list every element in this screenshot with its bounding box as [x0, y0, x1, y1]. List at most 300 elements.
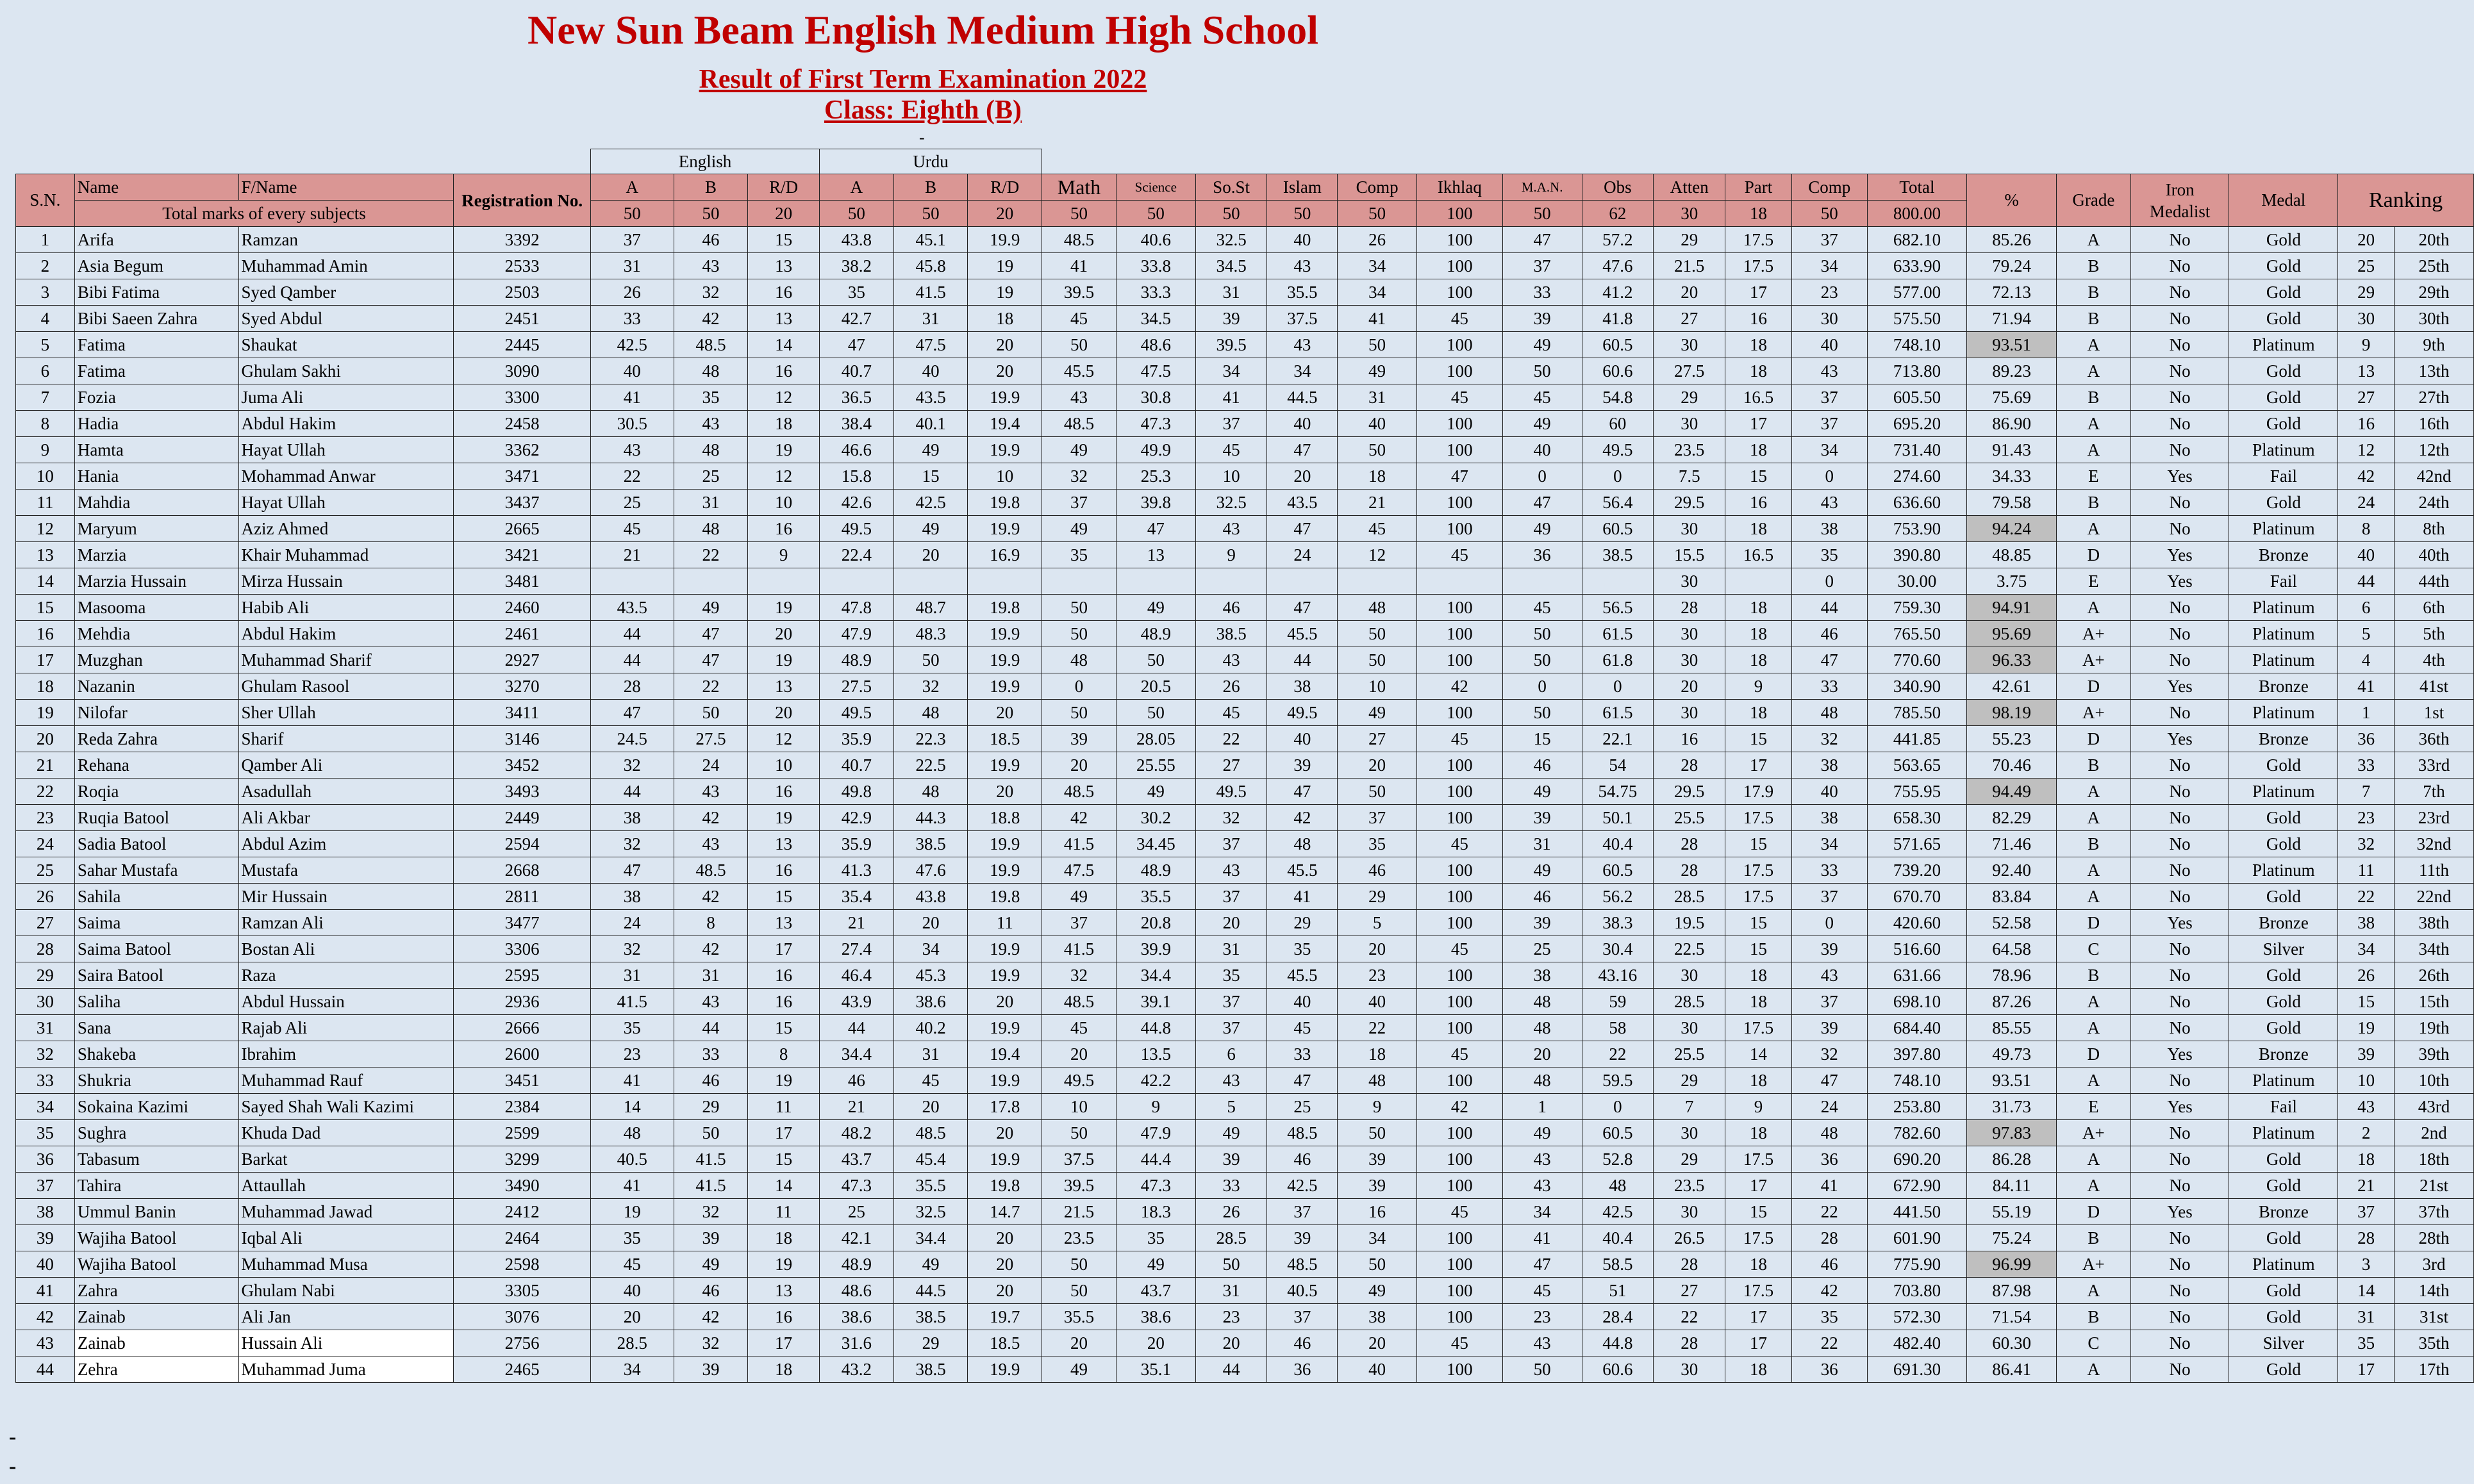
cell-grade: A — [2056, 437, 2130, 463]
cell-sn: 28 — [16, 936, 75, 962]
cell-percent: 97.83 — [1967, 1120, 2057, 1146]
cell-eng-b: 24 — [674, 752, 748, 779]
cell-rank: 39 — [2338, 1041, 2395, 1068]
cell-urdu-a: 47.8 — [820, 595, 894, 621]
cell-name: Wajiha Batool — [74, 1225, 238, 1251]
cell-sost: 31 — [1195, 936, 1267, 962]
cell-science: 25.3 — [1116, 463, 1195, 490]
cell-sn: 1 — [16, 227, 75, 253]
cell-medal: Gold — [2229, 358, 2338, 384]
cell-total: 397.80 — [1867, 1041, 1967, 1068]
cell-iron: No — [2130, 1251, 2229, 1278]
cell-grade: A — [2056, 411, 2130, 437]
cell-fname: Raza — [238, 962, 454, 989]
cell-eng-a: 19 — [590, 1199, 674, 1225]
cell-eng-rd: 16 — [748, 516, 820, 542]
cell-urdu-a: 43.9 — [820, 989, 894, 1015]
cell-urdu-rd: 11 — [968, 910, 1042, 936]
cell-eng-b: 46 — [674, 1278, 748, 1304]
cell-comp: 38 — [1338, 1304, 1417, 1330]
cell-science: 42.2 — [1116, 1068, 1195, 1094]
cell-urdu-rd: 18 — [968, 306, 1042, 332]
cell-math: 45 — [1042, 306, 1117, 332]
cell-islam: 37 — [1267, 1304, 1338, 1330]
cell-sn: 7 — [16, 384, 75, 411]
cell-percent: 85.55 — [1967, 1015, 2057, 1041]
cell-urdu-a: 43.7 — [820, 1146, 894, 1173]
cell-medal: Gold — [2229, 884, 2338, 910]
cell-rank: 42 — [2338, 463, 2395, 490]
cell-eng-a: 21 — [590, 542, 674, 568]
cell-atten: 28 — [1654, 1330, 1725, 1356]
col-total: Total — [1867, 174, 1967, 201]
cell-rank: 18 — [2338, 1146, 2395, 1173]
cell-man: 15 — [1502, 726, 1582, 752]
cell-sost: 28.5 — [1195, 1225, 1267, 1251]
cell-percent: 55.23 — [1967, 726, 2057, 752]
cell-ikhlaq: 100 — [1417, 621, 1503, 647]
col-fname: F/Name — [238, 174, 454, 201]
cell-ikhlaq: 100 — [1417, 1225, 1503, 1251]
cell-islam: 39 — [1267, 1225, 1338, 1251]
cell-eng-rd: 13 — [748, 910, 820, 936]
cell-man: 33 — [1502, 279, 1582, 306]
cell-reg: 2666 — [454, 1015, 591, 1041]
cell-math: 50 — [1042, 595, 1117, 621]
cell-comp2: 46 — [1791, 621, 1867, 647]
cell-man: 50 — [1502, 358, 1582, 384]
cell-sost: 31 — [1195, 1278, 1267, 1304]
cell-math: 41 — [1042, 253, 1117, 279]
cell-urdu-rd: 16.9 — [968, 542, 1042, 568]
cell-urdu-rd: 19.8 — [968, 490, 1042, 516]
col-sost: So.St — [1195, 174, 1267, 201]
cell-sn: 21 — [16, 752, 75, 779]
cell-urdu-rd: 19.9 — [968, 1356, 1042, 1383]
cell-math: 35 — [1042, 542, 1117, 568]
cell-fname: Abdul Hussain — [238, 989, 454, 1015]
cell-obs: 22.1 — [1582, 726, 1654, 752]
cell-iron: Yes — [2130, 673, 2229, 700]
cell-comp2: 35 — [1791, 542, 1867, 568]
cell-reg: 2465 — [454, 1356, 591, 1383]
cell-sost: 32.5 — [1195, 227, 1267, 253]
cell-reg: 2811 — [454, 884, 591, 910]
cell-eng-rd: 14 — [748, 1173, 820, 1199]
cell-comp: 26 — [1338, 227, 1417, 253]
cell-eng-rd: 13 — [748, 831, 820, 857]
cell-eng-rd: 16 — [748, 857, 820, 884]
cell-eng-a: 22 — [590, 463, 674, 490]
cell-percent: 85.26 — [1967, 227, 2057, 253]
cell-urdu-b: 48 — [893, 700, 968, 726]
cell-eng-rd: 18 — [748, 411, 820, 437]
cell-fname: Syed Abdul — [238, 306, 454, 332]
cell-ikhlaq: 100 — [1417, 989, 1503, 1015]
cell-man: 0 — [1502, 673, 1582, 700]
cell-reg: 3451 — [454, 1068, 591, 1094]
cell-science: 47 — [1116, 516, 1195, 542]
cell-urdu-rd: 19.9 — [968, 1146, 1042, 1173]
cell-eng-a: 32 — [590, 752, 674, 779]
cell-atten: 30 — [1654, 1356, 1725, 1383]
cell-iron: No — [2130, 936, 2229, 962]
cell-name: Tabasum — [74, 1146, 238, 1173]
cell-math: 49 — [1042, 1356, 1117, 1383]
cell-percent: 75.69 — [1967, 384, 2057, 411]
cell-eng-b: 42 — [674, 884, 748, 910]
cell-ikhlaq: 100 — [1417, 253, 1503, 279]
cell-total: 601.90 — [1867, 1225, 1967, 1251]
cell-fname: Muhammad Juma — [238, 1356, 454, 1383]
cell-math: 50 — [1042, 1120, 1117, 1146]
cell-man: 47 — [1502, 1251, 1582, 1278]
cell-medal: Platinum — [2229, 516, 2338, 542]
max-marks-cell: 50 — [1116, 201, 1195, 227]
cell-islam: 24 — [1267, 542, 1338, 568]
cell-eng-rd: 16 — [748, 279, 820, 306]
cell-comp: 49 — [1338, 1278, 1417, 1304]
cell-rank: 5 — [2338, 621, 2395, 647]
cell-sost: 31 — [1195, 279, 1267, 306]
cell-reg: 3299 — [454, 1146, 591, 1173]
cell-comp2: 40 — [1791, 332, 1867, 358]
cell-comp: 18 — [1338, 1041, 1417, 1068]
cell-urdu-b: 29 — [893, 1330, 968, 1356]
table-row — [16, 910, 2474, 936]
cell-comp2: 37 — [1791, 384, 1867, 411]
cell-rank: 15 — [2338, 989, 2395, 1015]
cell-rank: 27 — [2338, 384, 2395, 411]
cell-urdu-b: 44.3 — [893, 805, 968, 831]
cell-atten: 29 — [1654, 1068, 1725, 1094]
cell-rank: 16 — [2338, 411, 2395, 437]
cell-eng-b — [674, 568, 748, 595]
cell-comp2: 30 — [1791, 306, 1867, 332]
cell-fname: Ghulam Nabi — [238, 1278, 454, 1304]
cell-eng-rd: 13 — [748, 673, 820, 700]
cell-comp: 48 — [1338, 1068, 1417, 1094]
cell-math: 45 — [1042, 1015, 1117, 1041]
cell-rank: 38 — [2338, 910, 2395, 936]
cell-eng-rd: 15 — [748, 884, 820, 910]
cell-comp: 12 — [1338, 542, 1417, 568]
cell-science: 49 — [1116, 1251, 1195, 1278]
cell-man: 45 — [1502, 595, 1582, 621]
cell-urdu-rd: 19 — [968, 279, 1042, 306]
cell-comp: 27 — [1338, 726, 1417, 752]
cell-part: 18 — [1725, 595, 1792, 621]
cell-name: Zehra — [74, 1356, 238, 1383]
cell-name: Saima — [74, 910, 238, 936]
cell-eng-a: 41 — [590, 384, 674, 411]
cell-ikhlaq: 100 — [1417, 884, 1503, 910]
cell-fname: Ramzan — [238, 227, 454, 253]
cell-total: 670.70 — [1867, 884, 1967, 910]
cell-total: 684.40 — [1867, 1015, 1967, 1041]
cell-eng-b: 50 — [674, 700, 748, 726]
cell-urdu-b: 49 — [893, 437, 968, 463]
cell-urdu-b: 48 — [893, 779, 968, 805]
cell-sn: 19 — [16, 700, 75, 726]
cell-grade: A — [2056, 1173, 2130, 1199]
cell-fname: Rajab Ali — [238, 1015, 454, 1041]
cell-eng-a: 32 — [590, 831, 674, 857]
cell-math: 32 — [1042, 962, 1117, 989]
cell-grade: B — [2056, 962, 2130, 989]
col-medal: Medal — [2229, 174, 2338, 227]
cell-urdu-b: 34.4 — [893, 1225, 968, 1251]
cell-percent: 89.23 — [1967, 358, 2057, 384]
cell-total: 755.95 — [1867, 779, 1967, 805]
cell-rank: 19 — [2338, 1015, 2395, 1041]
cell-science: 49 — [1116, 595, 1195, 621]
cell-eng-rd: 8 — [748, 1041, 820, 1068]
cell-medal: Bronze — [2229, 1041, 2338, 1068]
cell-grade: E — [2056, 463, 2130, 490]
cell-eng-b: 48 — [674, 516, 748, 542]
cell-medal: Gold — [2229, 1278, 2338, 1304]
cell-eng-b: 46 — [674, 227, 748, 253]
cell-islam: 38 — [1267, 673, 1338, 700]
cell-total: 420.60 — [1867, 910, 1967, 936]
cell-obs: 47.6 — [1582, 253, 1654, 279]
cell-urdu-a: 34.4 — [820, 1041, 894, 1068]
cell-eng-rd: 20 — [748, 621, 820, 647]
cell-fname: Khair Muhammad — [238, 542, 454, 568]
cell-eng-b: 39 — [674, 1225, 748, 1251]
cell-part: 17 — [1725, 752, 1792, 779]
cell-urdu-a: 27.5 — [820, 673, 894, 700]
cell-part: 18 — [1725, 516, 1792, 542]
cell-ikhlaq: 100 — [1417, 1120, 1503, 1146]
cell-eng-b: 32 — [674, 279, 748, 306]
cell-urdu-b: 43.8 — [893, 884, 968, 910]
cell-name: Rehana — [74, 752, 238, 779]
cell-urdu-b: 20 — [893, 910, 968, 936]
cell-urdu-b: 42.5 — [893, 490, 968, 516]
cell-ikhlaq: 100 — [1417, 962, 1503, 989]
cell-name: Sokaina Kazimi — [74, 1094, 238, 1120]
cell-fname: Qamber Ali — [238, 752, 454, 779]
cell-urdu-rd: 20 — [968, 1120, 1042, 1146]
cell-obs: 50.1 — [1582, 805, 1654, 831]
cell-comp2: 47 — [1791, 647, 1867, 673]
cell-urdu-rd: 20 — [968, 1251, 1042, 1278]
cell-reg: 3452 — [454, 752, 591, 779]
cell-name: Shukria — [74, 1068, 238, 1094]
cell-part: 16 — [1725, 490, 1792, 516]
col-name: Name — [74, 174, 238, 201]
cell-iron: No — [2130, 279, 2229, 306]
cell-atten: 20 — [1654, 279, 1725, 306]
table-row — [16, 595, 2474, 621]
cell-eng-a: 24 — [590, 910, 674, 936]
cell-total: 631.66 — [1867, 962, 1967, 989]
cell-comp2: 22 — [1791, 1330, 1867, 1356]
cell-comp2: 28 — [1791, 1225, 1867, 1251]
cell-urdu-a: 38.6 — [820, 1304, 894, 1330]
cell-rank: 31 — [2338, 1304, 2395, 1330]
cell-part: 9 — [1725, 1094, 1792, 1120]
cell-urdu-a: 42.7 — [820, 306, 894, 332]
cell-urdu-rd: 17.8 — [968, 1094, 1042, 1120]
cell-math: 50 — [1042, 621, 1117, 647]
cell-obs: 54.75 — [1582, 779, 1654, 805]
cell-eng-rd: 15 — [748, 1015, 820, 1041]
cell-eng-b: 49 — [674, 1251, 748, 1278]
cell-eng-rd: 17 — [748, 936, 820, 962]
cell-name: Arifa — [74, 227, 238, 253]
cell-rank: 17 — [2338, 1356, 2395, 1383]
cell-part: 18 — [1725, 962, 1792, 989]
cell-islam: 45.5 — [1267, 962, 1338, 989]
cell-eng-a: 28.5 — [590, 1330, 674, 1356]
cell-eng-b: 43 — [674, 411, 748, 437]
cell-iron: No — [2130, 621, 2229, 647]
cell-man: 39 — [1502, 910, 1582, 936]
cell-eng-b: 48.5 — [674, 857, 748, 884]
cell-rank-ordinal: 8th — [2394, 516, 2473, 542]
cell-rank: 2 — [2338, 1120, 2395, 1146]
cell-percent: 79.58 — [1967, 490, 2057, 516]
cell-math: 43 — [1042, 384, 1117, 411]
cell-urdu-a: 47.9 — [820, 621, 894, 647]
cell-science: 47.3 — [1116, 1173, 1195, 1199]
cell-sn: 12 — [16, 516, 75, 542]
cell-urdu-rd — [968, 568, 1042, 595]
cell-urdu-a: 42.6 — [820, 490, 894, 516]
table-row — [16, 253, 2474, 279]
cell-reg: 2756 — [454, 1330, 591, 1356]
cell-part: 17 — [1725, 411, 1792, 437]
cell-percent: 93.51 — [1967, 332, 2057, 358]
cell-comp: 40 — [1338, 1356, 1417, 1383]
cell-reg: 2600 — [454, 1041, 591, 1068]
cell-sn: 18 — [16, 673, 75, 700]
table-row — [16, 568, 2474, 595]
cell-eng-rd: 10 — [748, 490, 820, 516]
cell-sn: 40 — [16, 1251, 75, 1278]
cell-math: 0 — [1042, 673, 1117, 700]
cell-islam: 34 — [1267, 358, 1338, 384]
col-grade: Grade — [2056, 174, 2130, 227]
cell-name: Maryum — [74, 516, 238, 542]
cell-part: 15 — [1725, 936, 1792, 962]
cell-math: 42 — [1042, 805, 1117, 831]
cell-urdu-a: 48.6 — [820, 1278, 894, 1304]
cell-eng-rd: 19 — [748, 805, 820, 831]
cell-medal: Fail — [2229, 1094, 2338, 1120]
cell-eng-rd: 16 — [748, 358, 820, 384]
cell-urdu-b: 38.6 — [893, 989, 968, 1015]
cell-sn: 26 — [16, 884, 75, 910]
cell-percent: 71.94 — [1967, 306, 2057, 332]
cell-urdu-rd: 19.9 — [968, 621, 1042, 647]
cell-ikhlaq: 100 — [1417, 332, 1503, 358]
cell-sost: 20 — [1195, 1330, 1267, 1356]
cell-sn: 36 — [16, 1146, 75, 1173]
cell-iron: Yes — [2130, 726, 2229, 752]
cell-science: 47.9 — [1116, 1120, 1195, 1146]
cell-total: 695.20 — [1867, 411, 1967, 437]
cell-name: Tahira — [74, 1173, 238, 1199]
cell-sost: 43 — [1195, 857, 1267, 884]
cell-urdu-a: 21 — [820, 910, 894, 936]
cell-medal: Silver — [2229, 1330, 2338, 1356]
cell-name: Wajiha Batool — [74, 1251, 238, 1278]
cell-man: 43 — [1502, 1173, 1582, 1199]
cell-urdu-rd: 20 — [968, 700, 1042, 726]
cell-comp2: 22 — [1791, 1199, 1867, 1225]
cell-rank: 3 — [2338, 1251, 2395, 1278]
cell-sost: 49 — [1195, 1120, 1267, 1146]
cell-rank: 43 — [2338, 1094, 2395, 1120]
cell-eng-b: 42 — [674, 1304, 748, 1330]
cell-man: 41 — [1502, 1225, 1582, 1251]
cell-rank: 29 — [2338, 279, 2395, 306]
cell-percent: 94.24 — [1967, 516, 2057, 542]
cell-ikhlaq — [1417, 568, 1503, 595]
cell-eng-b: 31 — [674, 962, 748, 989]
table-row — [16, 1015, 2474, 1041]
cell-comp: 41 — [1338, 306, 1417, 332]
cell-part: 15 — [1725, 463, 1792, 490]
cell-obs: 60.6 — [1582, 358, 1654, 384]
cell-urdu-a: 36.5 — [820, 384, 894, 411]
cell-sn: 32 — [16, 1041, 75, 1068]
cell-urdu-rd: 20 — [968, 779, 1042, 805]
table-row — [16, 647, 2474, 673]
cell-fname: Muhammad Rauf — [238, 1068, 454, 1094]
cell-atten: 30 — [1654, 647, 1725, 673]
col-percent: % — [1967, 174, 2057, 227]
cell-grade: A — [2056, 332, 2130, 358]
cell-reg: 2445 — [454, 332, 591, 358]
cell-eng-b: 42 — [674, 936, 748, 962]
cell-total: 739.20 — [1867, 857, 1967, 884]
cell-part: 18 — [1725, 1068, 1792, 1094]
cell-eng-rd: 13 — [748, 1278, 820, 1304]
cell-sost: 43 — [1195, 516, 1267, 542]
cell-urdu-a: 46.6 — [820, 437, 894, 463]
cell-urdu-a: 41.3 — [820, 857, 894, 884]
cell-part: 18 — [1725, 621, 1792, 647]
english-group-header: English — [590, 149, 819, 174]
cell-grade: A+ — [2056, 1120, 2130, 1146]
cell-rank-ordinal: 5th — [2394, 621, 2473, 647]
cell-grade: A — [2056, 1356, 2130, 1383]
cell-science: 35.1 — [1116, 1356, 1195, 1383]
cell-eng-b: 46 — [674, 1068, 748, 1094]
cell-grade: A — [2056, 516, 2130, 542]
cell-name: Hadia — [74, 411, 238, 437]
cell-sn: 4 — [16, 306, 75, 332]
cell-sn: 23 — [16, 805, 75, 831]
cell-comp: 50 — [1338, 1251, 1417, 1278]
cell-rank-ordinal: 32nd — [2394, 831, 2473, 857]
cell-medal: Bronze — [2229, 910, 2338, 936]
cell-name: Ruqia Batool — [74, 805, 238, 831]
cell-comp: 50 — [1338, 1120, 1417, 1146]
col-eng-rd: R/D — [748, 174, 820, 201]
cell-urdu-rd: 19.9 — [968, 936, 1042, 962]
cell-urdu-a: 22.4 — [820, 542, 894, 568]
cell-ikhlaq: 100 — [1417, 1173, 1503, 1199]
cell-grade: B — [2056, 384, 2130, 411]
table-row — [16, 384, 2474, 411]
cell-rank: 8 — [2338, 516, 2395, 542]
